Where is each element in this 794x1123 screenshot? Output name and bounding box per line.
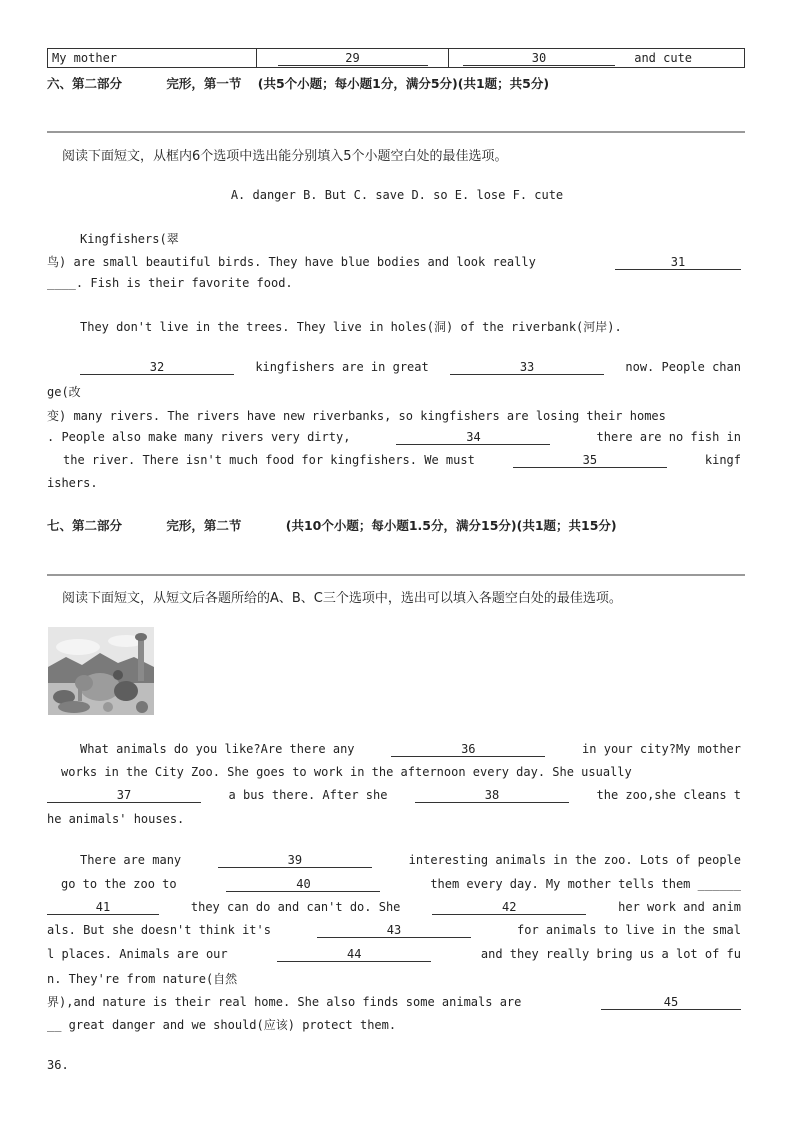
section-number: 七、第二部分 <box>47 518 123 533</box>
blank-39[interactable]: 39 <box>218 854 372 868</box>
blank-40[interactable]: 40 <box>226 878 380 892</box>
blank-42[interactable]: 42 <box>432 901 586 915</box>
section-number: 六、第二部分 <box>47 76 123 91</box>
passage-line <box>80 360 741 375</box>
instruction: 阅读下面短文，从短文后各题所给的A、B、C三个选项中，选出可以填入各题空白处的最佳选项。 <box>62 591 622 606</box>
table-cell: My mother <box>48 49 257 68</box>
passage-line: They don't live in the trees. They live in holes(洞) of the riverbank(河岸). <box>80 320 622 334</box>
passage-line <box>80 853 741 868</box>
passage-text: l places. Animals are our <box>47 947 228 961</box>
blank-38[interactable]: 38 <box>415 789 569 803</box>
passage-line: ge(改 <box>47 385 81 399</box>
blank-32[interactable]: 32 <box>80 361 234 375</box>
passage-line: __ great danger and we should(应该) protect them. <box>47 1018 397 1032</box>
blank-43[interactable]: 43 <box>317 924 471 938</box>
passage-line <box>47 900 741 915</box>
passage-line <box>47 765 741 779</box>
blank-37[interactable]: 37 <box>47 789 201 803</box>
zoo-animals-illustration <box>48 627 154 715</box>
blank-41[interactable]: 41 <box>47 901 159 915</box>
passage-text: go to the zoo to <box>61 877 177 891</box>
passage-text: for animals to live in the smal <box>517 923 741 937</box>
table-cell-text: and cute <box>634 50 693 65</box>
section-7-heading <box>47 516 617 534</box>
passage-text: they can do and can't do. She <box>190 900 401 914</box>
blank-35[interactable]: 35 <box>513 454 667 468</box>
passage-line <box>47 788 741 803</box>
passage-line: ishers. <box>47 476 98 490</box>
blank-36[interactable]: 36 <box>391 743 545 757</box>
blank-45[interactable]: 45 <box>601 996 741 1010</box>
blank-31[interactable]: 31 <box>615 256 741 270</box>
passage-text: . People also make many rivers very dirty, <box>47 430 351 444</box>
passage-text: the zoo,she cleans t <box>596 788 741 802</box>
section-6-heading <box>47 74 549 92</box>
passage-text: a bus there. After she <box>228 788 388 802</box>
passage-text: works in the City Zoo. She goes to work in the afternoon every day. She usually <box>61 765 632 779</box>
divider <box>47 131 745 133</box>
passage-line <box>80 742 741 757</box>
passage-line: n. They're from nature(自然 <box>47 972 238 986</box>
passage-line <box>47 253 741 270</box>
section-info: (共5个小题；每小题1分，满分5分)(共1题；共5分) <box>257 76 550 91</box>
passage-line <box>47 923 741 938</box>
passage-line <box>47 947 741 962</box>
question-number: 36. <box>47 1058 69 1072</box>
passage-line <box>47 407 741 424</box>
table-cell <box>257 49 449 68</box>
passage-line <box>47 430 741 445</box>
blank-34[interactable]: 34 <box>396 431 550 445</box>
instruction: 阅读下面短文，从框内6个选项中选出能分别填入5个小题空白处的最佳选项。 <box>62 149 508 164</box>
passage-text: her work and anim <box>618 900 741 914</box>
table-row <box>48 49 745 68</box>
passage-line: ____. Fish is their favorite food. <box>47 276 293 290</box>
divider <box>47 574 745 576</box>
passage-line: he animals' houses. <box>47 812 185 826</box>
section-info: (共10个小题；每小题1.5分，满分15分)(共1题；共15分) <box>285 518 617 533</box>
passage-text: There are many <box>80 853 182 867</box>
blank-33[interactable]: 33 <box>450 361 604 375</box>
section-title: 完形，第一节 <box>166 76 242 91</box>
passage-line <box>47 993 741 1010</box>
blank-44[interactable]: 44 <box>277 948 431 962</box>
blank-29[interactable]: 29 <box>278 52 428 66</box>
passage-text: kingf <box>704 453 741 467</box>
blank-30[interactable]: 30 <box>463 52 615 66</box>
passage-text: the river. There isn't much food for kingfishers. We must <box>63 453 475 467</box>
passage-text: and they really bring us a lot of fu <box>480 947 741 961</box>
answer-table <box>47 48 745 68</box>
options-list: A. danger B. But C. save D. so E. lose F. cute <box>230 188 564 202</box>
passage-text: 变) many rivers. The rivers have new riverbanks, so kingfishers are losing their homes <box>47 409 666 423</box>
passage-text: kingfishers are in great <box>255 360 429 374</box>
passage-text: als. But she doesn't think it's <box>47 923 271 937</box>
passage-text: now. People chan <box>625 360 741 374</box>
passage-text: them every day. My mother tells them ______ <box>430 877 741 891</box>
passage-line <box>47 877 741 892</box>
passage-text: interesting animals in the zoo. Lots of people <box>408 853 741 867</box>
passage-text: What animals do you like?Are there any <box>80 742 355 756</box>
passage-line: Kingfishers(翠 <box>80 232 179 246</box>
table-cell <box>449 49 745 68</box>
passage-line <box>47 453 741 468</box>
passage-text: there are no fish in <box>596 430 741 444</box>
passage-text: 界),and nature is their real home. She also finds some animals are <box>47 995 522 1009</box>
section-title: 完形，第二节 <box>166 518 242 533</box>
passage-text: in your city?My mother <box>582 742 741 756</box>
passage-text: 鸟) are small beautiful birds. They have blue bodies and look really <box>47 255 536 269</box>
